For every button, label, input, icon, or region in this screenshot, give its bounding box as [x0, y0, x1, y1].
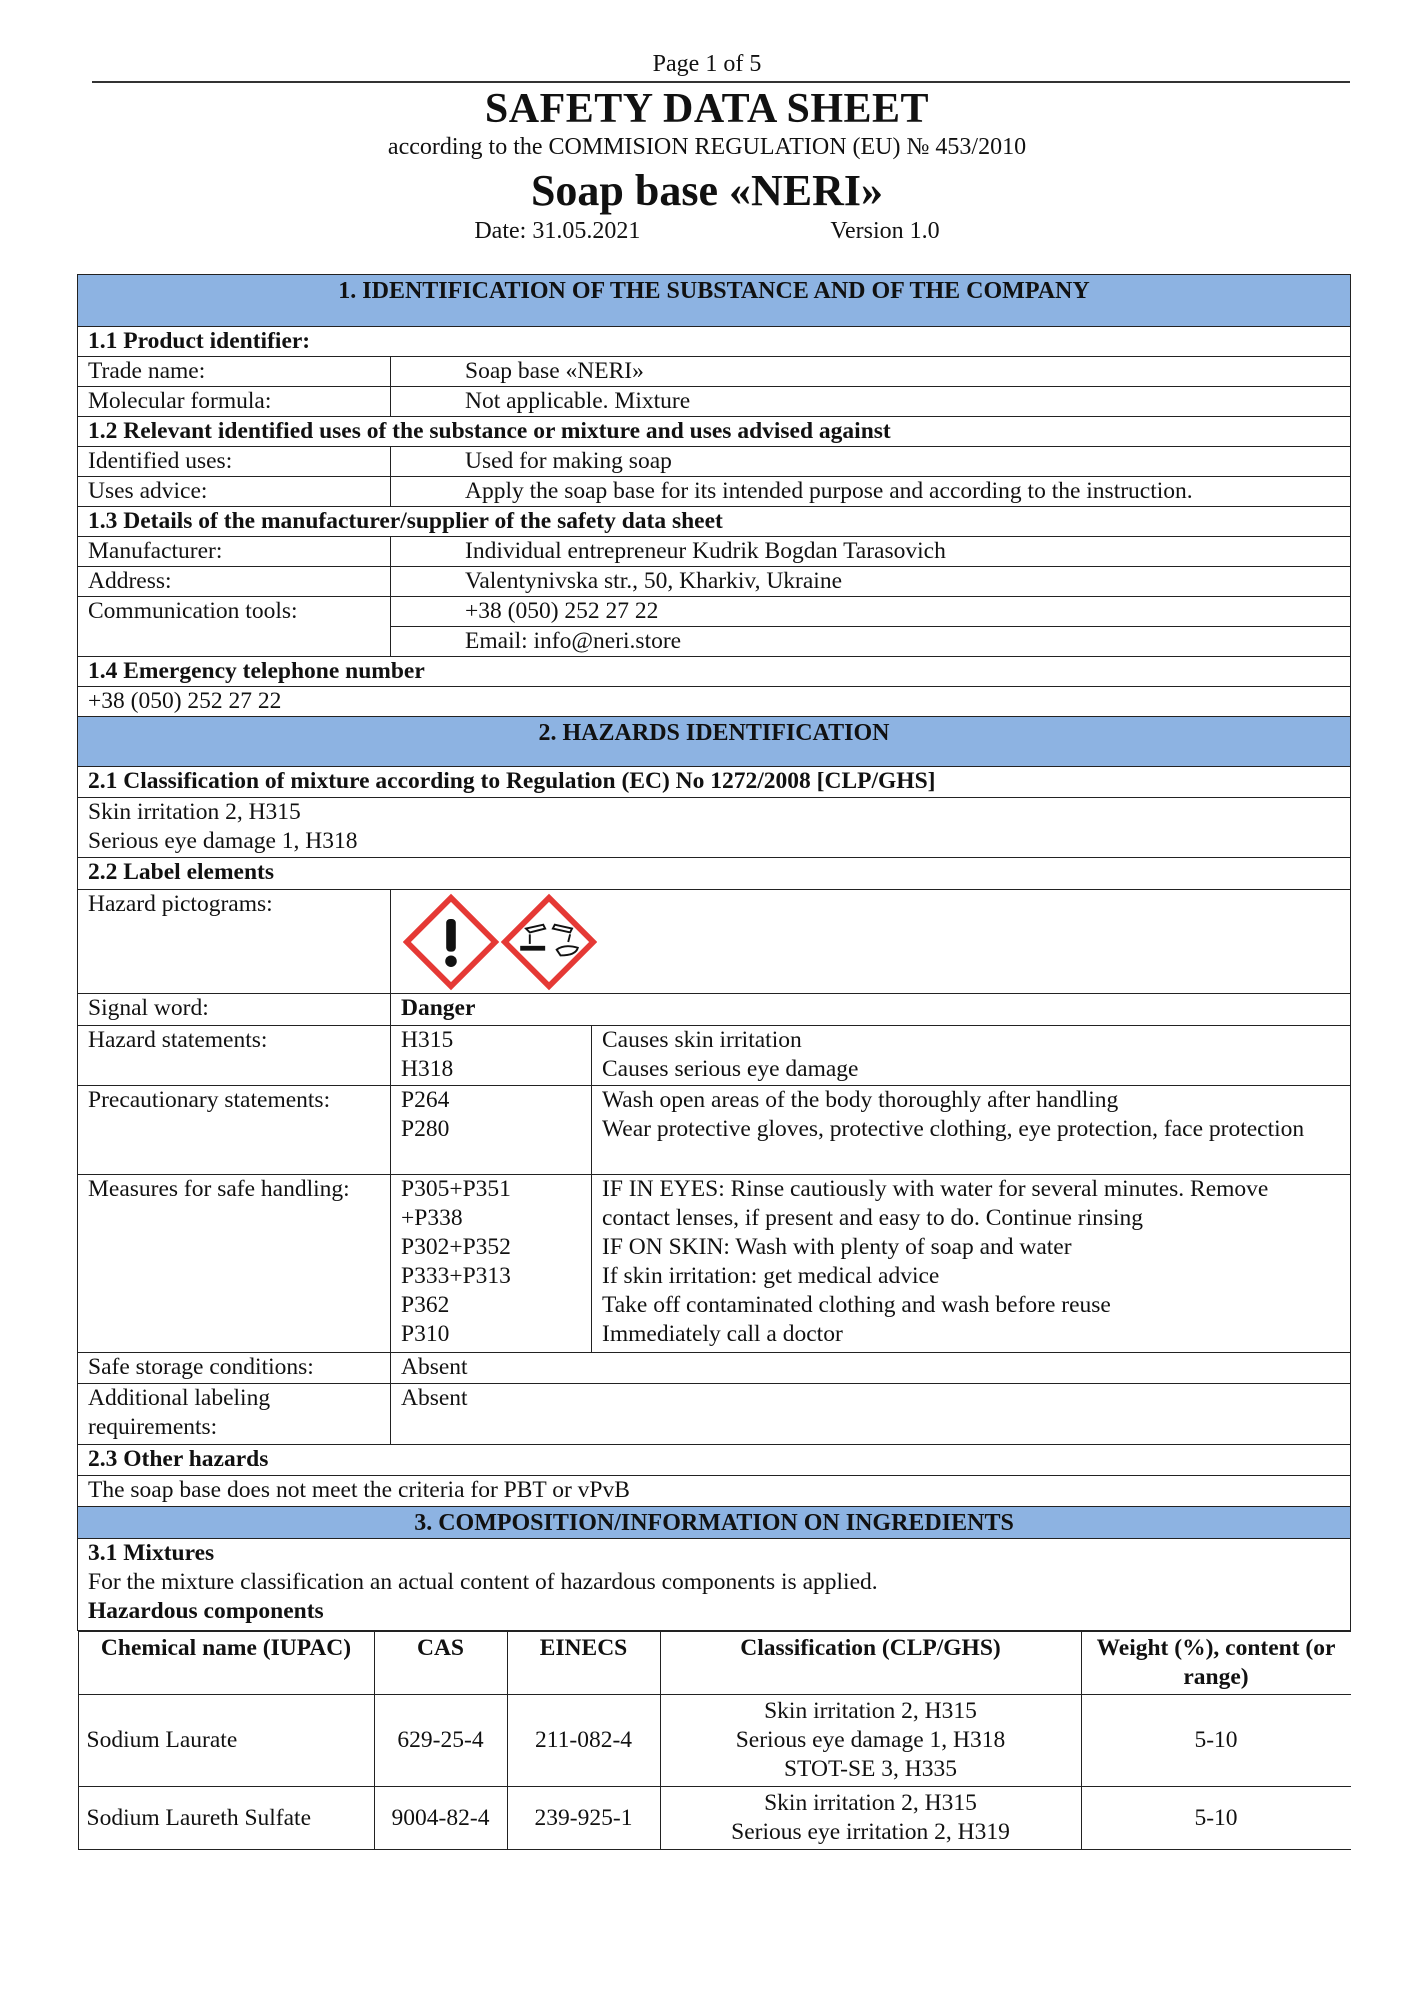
- table-row: [78, 387, 1351, 417]
- einecs-number: 211-082-4: [507, 1695, 660, 1787]
- precaution-code: P264: [401, 1087, 450, 1113]
- ingredients-table: [78, 1631, 1351, 1850]
- table-row: [78, 1353, 1351, 1384]
- measures-safe-handling-label: Measures for safe handling:: [78, 1175, 391, 1353]
- measure-text: Take off contaminated clothing and wash before reuse: [602, 1292, 1111, 1318]
- molecular-formula-value: Not applicable. Mixture: [391, 387, 1351, 417]
- additional-labeling-label: Additional labeling requirements:: [78, 1384, 391, 1445]
- identified-uses-value: Used for making soap: [391, 447, 1351, 477]
- column-header-einecs: EINECS: [507, 1632, 660, 1695]
- manufacturer-value: Individual entrepreneur Kudrik Bogdan Tarasovich: [391, 537, 1351, 567]
- header-rule: [92, 81, 1350, 83]
- safe-storage-value: Absent: [391, 1353, 1351, 1384]
- subsection-2-3-title: 2.3 Other hazards: [78, 1445, 1351, 1476]
- hazard-pictograms-label: Hazard pictograms:: [78, 890, 391, 994]
- signal-word-label: Signal word:: [78, 994, 391, 1026]
- classification-list: [78, 798, 1351, 858]
- identified-uses-label: Identified uses:: [78, 447, 391, 477]
- table-row: [78, 798, 1351, 858]
- cas-number: 629-25-4: [374, 1695, 507, 1787]
- einecs-number: 239-925-1: [507, 1787, 660, 1850]
- hazard-code: H318: [401, 1056, 454, 1082]
- table-row: [78, 890, 1351, 994]
- section-2-title: 2. HAZARDS IDENTIFICATION: [78, 717, 1351, 767]
- measure-text: IF IN EYES: Rinse cautiously with water for several minutes. Remove contact lenses, if present and easy to do. Continue rinsing: [602, 1176, 1269, 1231]
- table-row: [78, 477, 1351, 507]
- page-number: Page 1 of 5: [652, 51, 762, 77]
- table-row: [78, 1539, 1351, 1631]
- measure-code: P362: [401, 1292, 450, 1318]
- section-3-title: 3. COMPOSITION/INFORMATION ON INGREDIENTS: [78, 1507, 1351, 1539]
- weight-range: 5-10: [1081, 1787, 1351, 1850]
- section-3-header: [78, 1507, 1351, 1539]
- regulation-subtitle: according to the COMMISION REGULATION (EU) № 453/2010: [387, 134, 1027, 160]
- mixtures-text: For the mixture classification an actual content of hazardous components is applied.: [88, 1569, 878, 1595]
- hazard-codes: [391, 1026, 592, 1086]
- subsection-1-3-title: 1.3 Details of the manufacturer/supplier of the safety data sheet: [78, 507, 1351, 537]
- table-row: [78, 1026, 1351, 1086]
- signal-word-value: Danger: [391, 994, 1351, 1026]
- table-row: [78, 1476, 1351, 1507]
- classification-item: Serious eye irritation 2, H319: [731, 1819, 1010, 1845]
- precaution-code: P280: [401, 1116, 450, 1142]
- ingredients-row: [78, 1631, 1351, 1851]
- chemical-name: Sodium Laurate: [78, 1695, 374, 1787]
- measure-text: Immediately call a doctor: [602, 1321, 843, 1347]
- communication-email[interactable]: Email: info@neri.store: [391, 627, 1351, 657]
- cas-number: 9004-82-4: [374, 1787, 507, 1850]
- measures-texts: [592, 1175, 1351, 1353]
- table-row: [78, 597, 1351, 627]
- uses-advice-value: Apply the soap base for its intended purpose and according to the instruction.: [391, 477, 1351, 507]
- precaution-text: Wear protective gloves, protective clothing, eye protection, face protection: [602, 1116, 1305, 1142]
- product-name: Soap base «NERI»: [530, 166, 884, 215]
- manufacturer-label: Manufacturer:: [78, 537, 391, 567]
- measure-text: IF ON SKIN: Wash with plenty of soap and water: [602, 1234, 1072, 1260]
- document-version: Version 1.0: [830, 218, 940, 244]
- column-header-classification: Classification (CLP/GHS): [660, 1632, 1081, 1695]
- hazardous-components-title: Hazardous components: [88, 1598, 324, 1624]
- weight-range: 5-10: [1081, 1695, 1351, 1787]
- table-row: [78, 994, 1351, 1026]
- classification-item: Skin irritation 2, H315: [88, 799, 301, 825]
- subsection-1-2-title: 1.2 Relevant identified uses of the substance or mixture and uses advised against: [78, 417, 1351, 447]
- hazard-texts: [592, 1026, 1351, 1086]
- table-row: [78, 567, 1351, 597]
- other-hazards-text: The soap base does not meet the criteria for PBT or vPvB: [78, 1476, 1351, 1507]
- subsection-2-1-title: 2.1 Classification of mixture according to Regulation (EC) No 1272/2008 [CLP/GHS]: [78, 767, 1351, 798]
- precautionary-codes: [391, 1086, 592, 1175]
- classification-item: Skin irritation 2, H315: [764, 1790, 977, 1816]
- corrosion-pictogram-icon: [501, 892, 597, 992]
- measure-code: P333+P313: [401, 1263, 511, 1289]
- section-1-header: [78, 275, 1351, 327]
- hazard-text: Causes serious eye damage: [602, 1056, 859, 1082]
- table-row: [78, 1384, 1351, 1445]
- classification-cell: [660, 1695, 1081, 1787]
- section-2-header: [78, 717, 1351, 767]
- table-row: [78, 1787, 1351, 1850]
- trade-name-value: Soap base «NERI»: [391, 357, 1351, 387]
- additional-labeling-value: Absent: [391, 1384, 1351, 1445]
- hazard-pictograms-cell: [391, 890, 1351, 994]
- communication-phone[interactable]: +38 (050) 252 27 22: [391, 597, 1351, 627]
- molecular-formula-label: Molecular formula:: [78, 387, 391, 417]
- trade-name-label: Trade name:: [78, 357, 391, 387]
- column-header-weight: Weight (%), content (or range): [1081, 1632, 1351, 1695]
- address-label: Address:: [78, 567, 391, 597]
- classification-item: Serious eye damage 1, H318: [88, 828, 358, 854]
- subsection-1-1-title: 1.1 Product identifier:: [78, 327, 1351, 357]
- precaution-text: Wash open areas of the body thoroughly after handling: [602, 1087, 1119, 1113]
- ingredients-header-row: [78, 1632, 1351, 1695]
- table-row: [78, 1175, 1351, 1353]
- safe-storage-label: Safe storage conditions:: [78, 1353, 391, 1384]
- subsection-2-2-title: 2.2 Label elements: [78, 858, 1351, 890]
- chemical-name: Sodium Laureth Sulfate: [78, 1787, 374, 1850]
- measure-code: P305+P351 +P338: [401, 1176, 511, 1231]
- classification-item: Serious eye damage 1, H318: [735, 1727, 1006, 1753]
- emergency-phone[interactable]: +38 (050) 252 27 22: [78, 687, 1351, 717]
- date-version-line: [0, 216, 1414, 246]
- hazard-code: H315: [401, 1027, 454, 1053]
- subsection-1-4-title: 1.4 Emergency telephone number: [78, 657, 1351, 687]
- hazard-text: Causes skin irritation: [602, 1027, 802, 1053]
- table-row: [78, 537, 1351, 567]
- table-row: [78, 357, 1351, 387]
- classification-cell: [660, 1787, 1081, 1850]
- sds-table: [77, 274, 1351, 1850]
- column-header-cas: CAS: [374, 1632, 507, 1695]
- measures-codes: [391, 1175, 592, 1353]
- measure-text: If skin irritation: get medical advice: [602, 1263, 940, 1289]
- column-header-chemical-name: Chemical name (IUPAC): [78, 1632, 374, 1695]
- hazard-statements-label: Hazard statements:: [78, 1026, 391, 1086]
- table-row: [78, 1086, 1351, 1175]
- measure-code: P310: [401, 1321, 450, 1347]
- precautionary-statements-label: Precautionary statements:: [78, 1086, 391, 1175]
- uses-advice-label: Uses advice:: [78, 477, 391, 507]
- mixtures-block: [78, 1539, 1351, 1631]
- classification-item: Skin irritation 2, H315: [764, 1698, 977, 1724]
- section-1-title: 1. IDENTIFICATION OF THE SUBSTANCE AND OF THE COMPANY: [78, 275, 1351, 327]
- table-row: [78, 687, 1351, 717]
- precautionary-texts: [592, 1086, 1351, 1175]
- classification-item: STOT-SE 3, H335: [783, 1756, 957, 1782]
- subsection-3-1-title: 3.1 Mixtures: [88, 1540, 215, 1566]
- exclamation-mark-pictogram-icon: [403, 892, 499, 992]
- communication-tools-label: Communication tools:: [78, 597, 391, 657]
- table-row: [78, 447, 1351, 477]
- measure-code: P302+P352: [401, 1234, 511, 1260]
- table-row: [78, 1695, 1351, 1787]
- document-title: SAFETY DATA SHEET: [484, 86, 930, 132]
- address-value: Valentynivska str., 50, Kharkiv, Ukraine: [391, 567, 1351, 597]
- document-date: Date: 31.05.2021: [474, 218, 641, 244]
